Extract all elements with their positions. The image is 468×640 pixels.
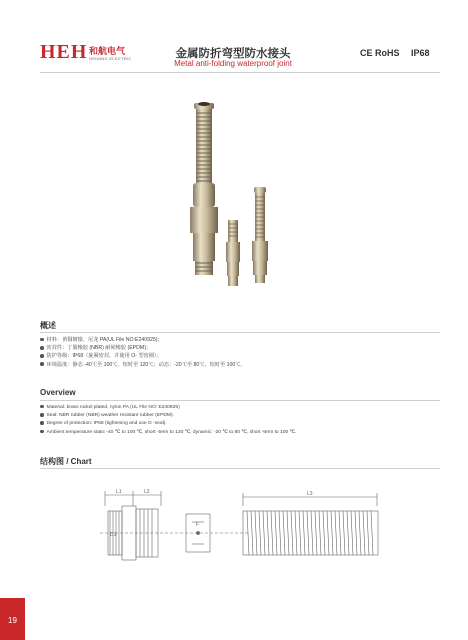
overview-cn-divider [40,332,440,333]
header-divider [40,72,440,73]
small-gland-1 [226,220,240,286]
chart-divider [40,468,440,469]
ip-rating: IP68 [411,48,430,58]
list-item: Material: brass nickel plated, nylon PA (UL File NO: E240925) [40,404,296,412]
dim-label-l2: L2 [144,489,150,495]
list-item: Degree of protection: IP68 (tightening and use O -seal). [40,420,296,428]
overview-en-title: Overview [40,388,76,397]
dim-label-l1: L1 [116,489,122,495]
bullet-icon [40,346,44,350]
list-item: 材料：黄铜镀镍，尼龙 PA(UL File NO:E240925)； [40,336,246,344]
page-title-cn: 金属防折弯型防水接头 [175,48,291,60]
dim-label-d1: D1 [110,532,117,538]
large-spring [196,109,212,183]
product-photo [160,95,290,325]
large-gland [190,102,218,275]
brand-name-cn: 和航电气 [89,46,126,56]
chart-title: 结构图 / Chart [40,457,92,466]
bullet-icon [40,413,44,417]
bullet-icon [40,421,44,425]
list-item: Seal: NBR rubber (NBR) weather resistant rubber (EPDM). [40,412,296,420]
list-item: 密封件：丁腈橡胶 (NBR) 耐候橡胶 (EPDM)； [40,344,246,352]
bullet-icon [40,354,44,358]
page-number: 19 [8,616,17,625]
dim-label-f: F [196,522,200,528]
list-item: 环境温度：静态 -40℃至 100℃，短时至 120℃；动态：-20℃至 80℃，短时至 100℃。 [40,361,246,369]
small-gland-2 [252,187,268,283]
bullet-icon [40,430,44,434]
bullet-icon [40,362,44,366]
brand-name-en: HEHANG ELECTRIC [89,56,132,61]
bullet-icon [40,405,44,409]
bullet-icon [40,338,44,342]
overview-cn-list [40,336,246,369]
list-item: 防护等级：IP68（旋紧密封，并使用 O- 型密圈）； [40,352,246,360]
overview-cn-title: 概述 [40,321,56,330]
dim-label-l3: L3 [307,491,313,497]
page-title-en: Metal anti-folding waterproof joint [174,59,292,68]
list-item: Ambient temperature static -40 ℃ to 100 ℃, short -term to 120 ℃; dynamic: -20 ℃ to 80 ℃, short -term to 100 ℃. [40,429,296,437]
overview-en-list [40,404,296,437]
brand-logo-letters: HEH [40,41,88,63]
overview-en-divider [40,400,440,401]
structure-drawing [88,476,388,566]
certification-marks: CE RoHS [360,48,400,58]
